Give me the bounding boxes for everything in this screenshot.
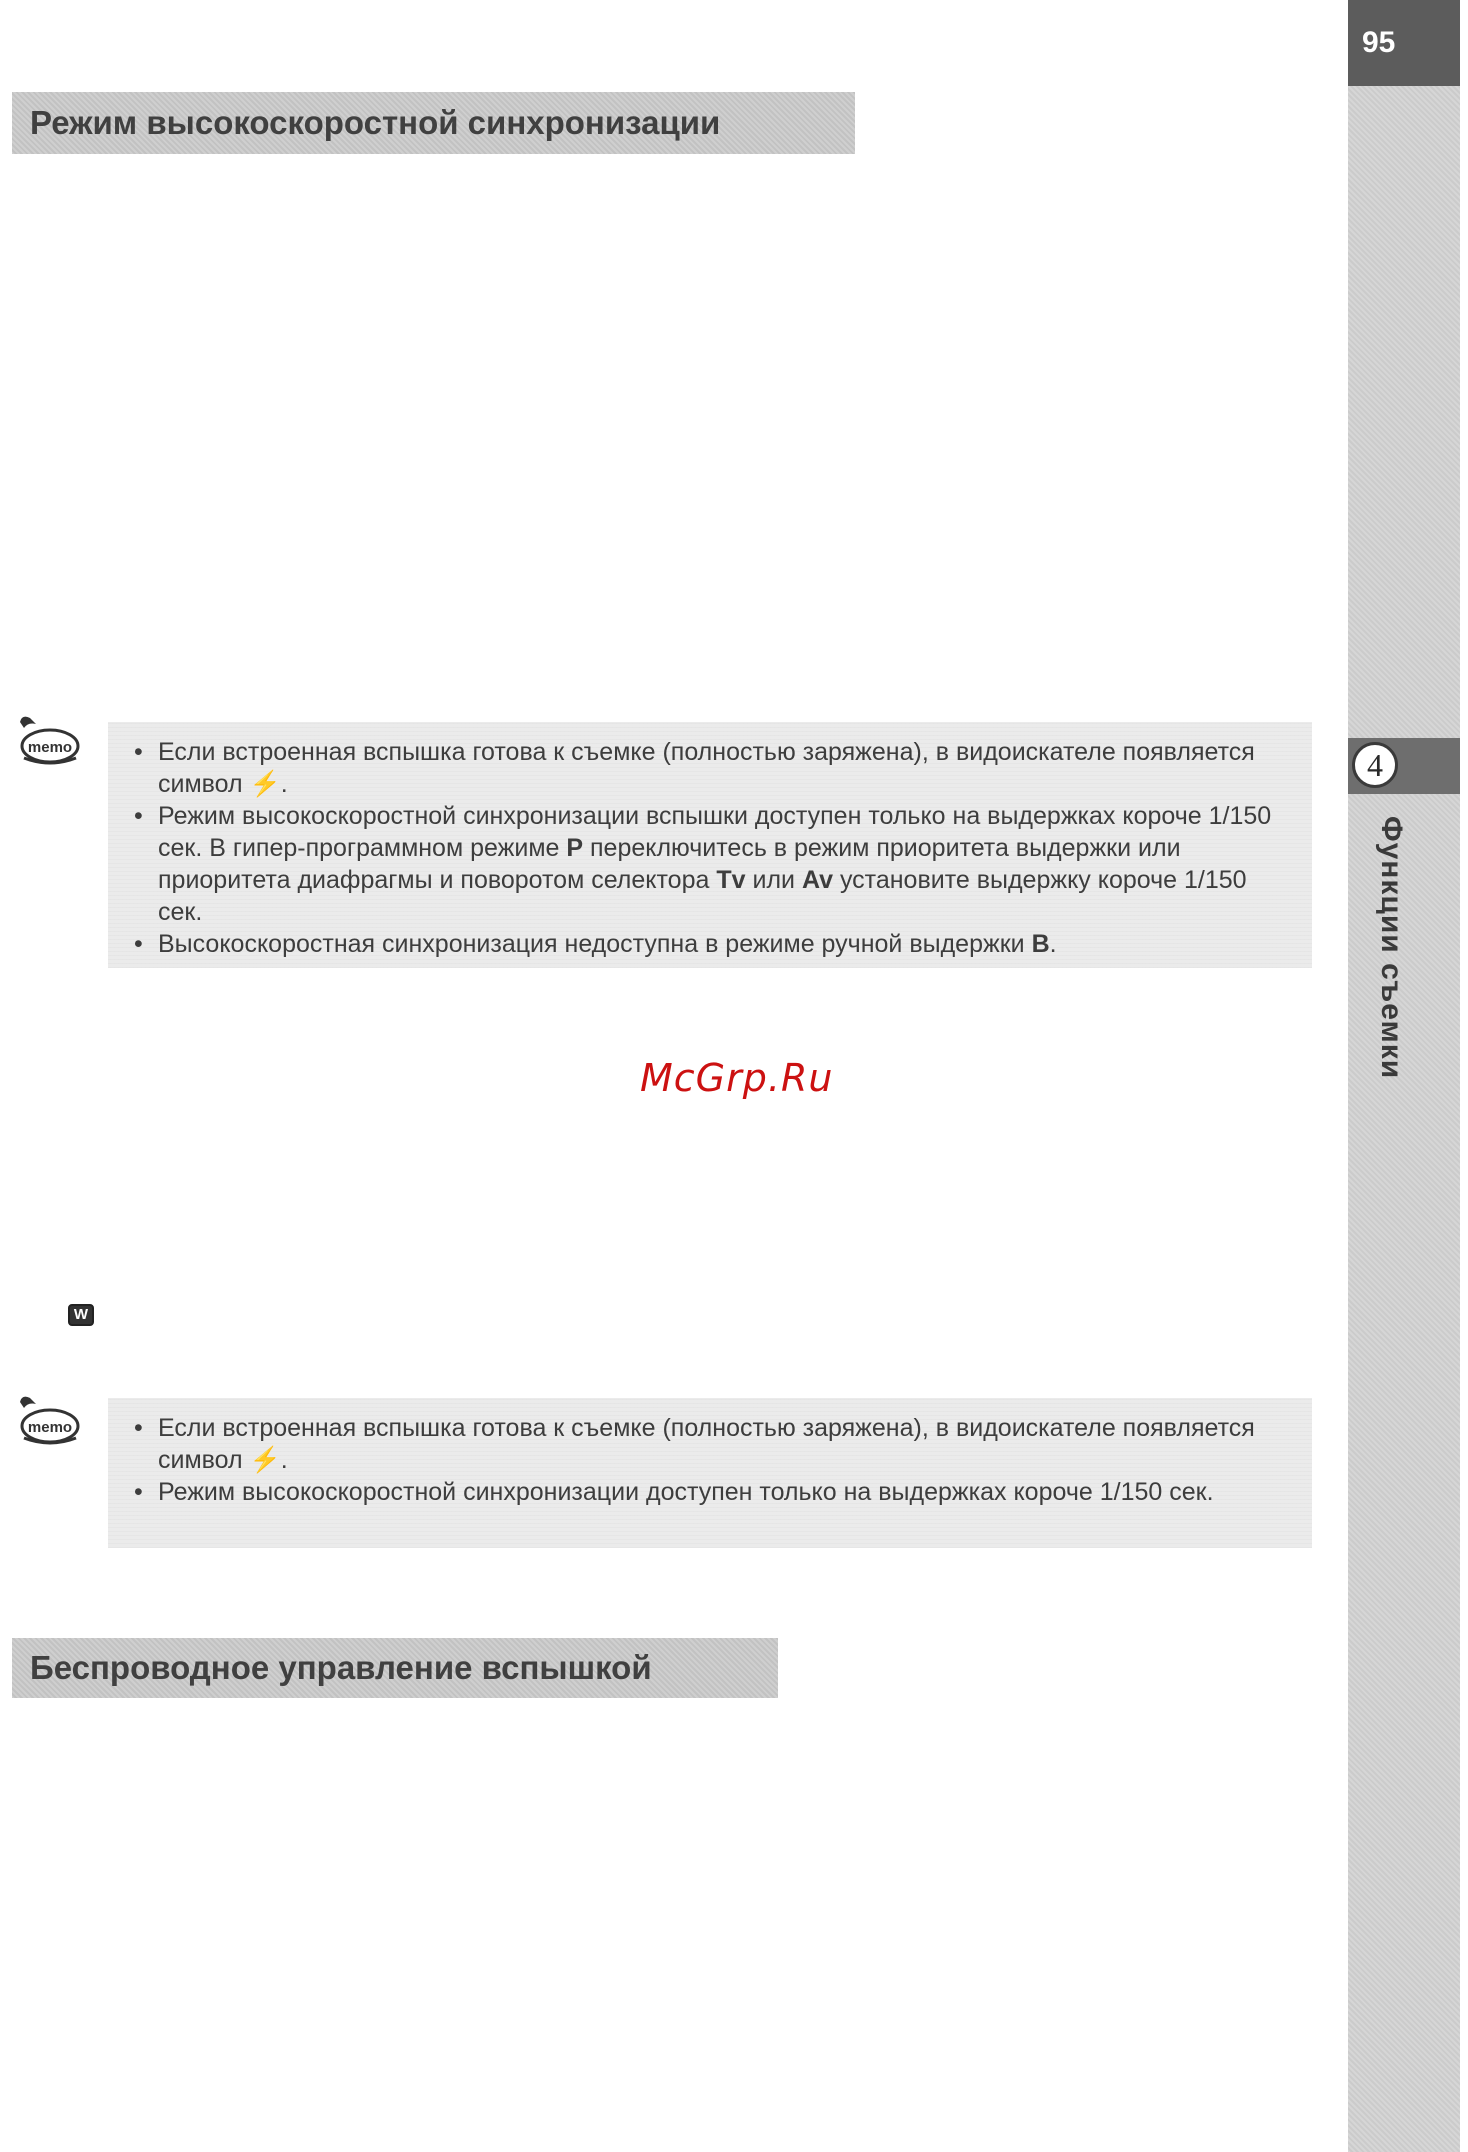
memo-1-bullet-2-part3: или [752, 866, 796, 894]
memo-icon [12, 712, 82, 768]
memo-1-bullet-1-text: Если встроенная вспышка готова к съемке (полностью заряжена), в видоискателе появляется символ [158, 738, 1255, 798]
memo-2-bullet-2-text: Режим высокоскоростной синхронизации доступен только на выдержках короче 1/150 сек. [158, 1478, 1214, 1506]
memo-1-bullet-2-part2: переключитесь в режим приоритета выдержки или приоритета диафрагмы и поворотом селектора [158, 834, 1181, 894]
memo-1-bullet-2-part4: установите выдержку короче 1/150 сек. [158, 866, 1247, 926]
memo-1-bullet-1-end: . [280, 770, 288, 798]
memo-2-bullet-1-end: . [280, 1446, 288, 1474]
memo-1-bullet-3-end: . [1049, 930, 1057, 958]
memo-1-bullet-2-part1: Режим высокоскоростной синхронизации вспышки доступен только на выдержках короче 1/150 сек. В гипер-программном режиме [158, 802, 1272, 862]
section-title-wireless-flash: Беспроводное управление вспышкой [12, 1638, 778, 1698]
memo-1-bullet-2 [128, 800, 1292, 928]
wireless-mode-icon: W [68, 1304, 94, 1326]
page-number: 95 [1348, 0, 1460, 86]
svg-text:memo: memo [27, 739, 73, 756]
mode-av-label: Av [801, 866, 833, 894]
memo-icon [12, 1392, 82, 1448]
flash-icon: ⚡ [249, 1446, 281, 1474]
flash-icon: ⚡ [249, 770, 281, 798]
memo-box-1 [108, 722, 1312, 968]
memo-1-bullet-3-text: Высокоскоростная синхронизация недоступна в режиме ручной выдержки [158, 930, 1025, 958]
chapter-title: Функции съемки [1375, 816, 1408, 1080]
watermark: McGrp.Ru [640, 1056, 834, 1100]
memo-box-2 [108, 1398, 1312, 1548]
memo-1-bullet-3 [128, 928, 1292, 960]
mode-tv-label: Tv [716, 866, 746, 894]
mode-p-label: P [566, 834, 584, 862]
section-title-high-speed-sync: Режим высокоскоростной синхронизации [12, 92, 855, 154]
mode-b-label: B [1031, 930, 1050, 958]
memo-2-bullet-1-text: Если встроенная вспышка готова к съемке (полностью заряжена), в видоискателе появляется символ [158, 1414, 1255, 1474]
chapter-number: 4 [1352, 742, 1398, 788]
memo-2-bullet-1 [128, 1412, 1292, 1476]
memo-2-bullet-2 [128, 1476, 1292, 1508]
svg-text:memo: memo [27, 1419, 73, 1436]
memo-1-bullet-1 [128, 736, 1292, 800]
